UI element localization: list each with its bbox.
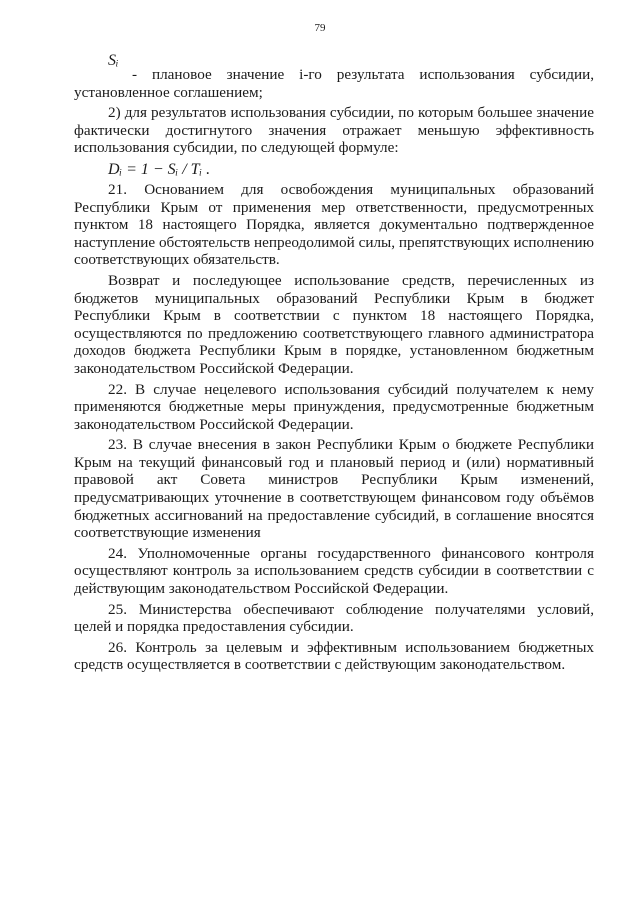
item-2-paragraph: 2) для результатов использования субсидии, по которым большее значение фактически достигнутого значения отражает меньшую эффективность использования субсидии, по следующей формуле: [74,104,594,157]
paragraph-21-return: Возврат и последующее использование средств, перечисленных из бюджетов муниципальных образований Республики Крым в бюджет Республики Крым в соответствии с пунктом 18 настоящего Порядка, осуществляются по предложению соответствующего главного администратора доходов бюджета Республики Крым в порядке, установленном бюджетным законодательством Российской Федерации. [74,271,594,377]
formula [108,160,594,180]
paragraph-23: 23. В случае внесения в закон Республики Крым о бюджете Республики Крым на текущий финансовый год и плановый период и (или) нормативный правовой акт Совета министров Республики Крым изменений, предусматривающих уточнение в соответствующем финансовом году объёмов бюджетных ассигнований на предоставление субсидий, в соглашение вносятся соответствующие изменения [74,436,594,542]
paragraph-24: 24. Уполномоченные органы государственного финансового контроля осуществляют контроль за использованием средств субсидии в соответствии с действующим законодательством Российской Федерации. [74,544,594,598]
si-definition [74,52,594,101]
si-description: - плановое значение i-го результата использования субсидии, установленное соглашением; [74,66,594,101]
si-symbol: Sᵢ [108,52,119,69]
paragraph-25: 25. Министерства обеспечивают соблюдение получателями условий, целей и порядка предоставления субсидии. [74,600,594,636]
paragraph-22: 22. В случае нецелевого использования субсидий получателем к нему применяются бюджетные меры принуждения, предусмотренные бюджетным законодательством Российской Федерации. [74,380,594,433]
document-body [74,52,594,677]
formula-trailing-dot: . [206,160,211,178]
page-number: 79 [314,22,326,34]
paragraph-21: 21. Основанием для освобождения муниципальных образований Республики Крым от применения мер ответственности, предусмотренных пунктом 18 настоящего Порядка, является документально подтвержденное наступление обстоятельств непреодолимой силы, препятствующих исполнению соответствующих обязательств. [74,180,594,269]
formula-expression: Dᵢ = 1 − Sᵢ / Tᵢ [108,160,203,178]
paragraph-26: 26. Контроль за целевым и эффективным использованием бюджетных средств осуществляется в соответствии с действующим законодательством. [74,638,594,674]
